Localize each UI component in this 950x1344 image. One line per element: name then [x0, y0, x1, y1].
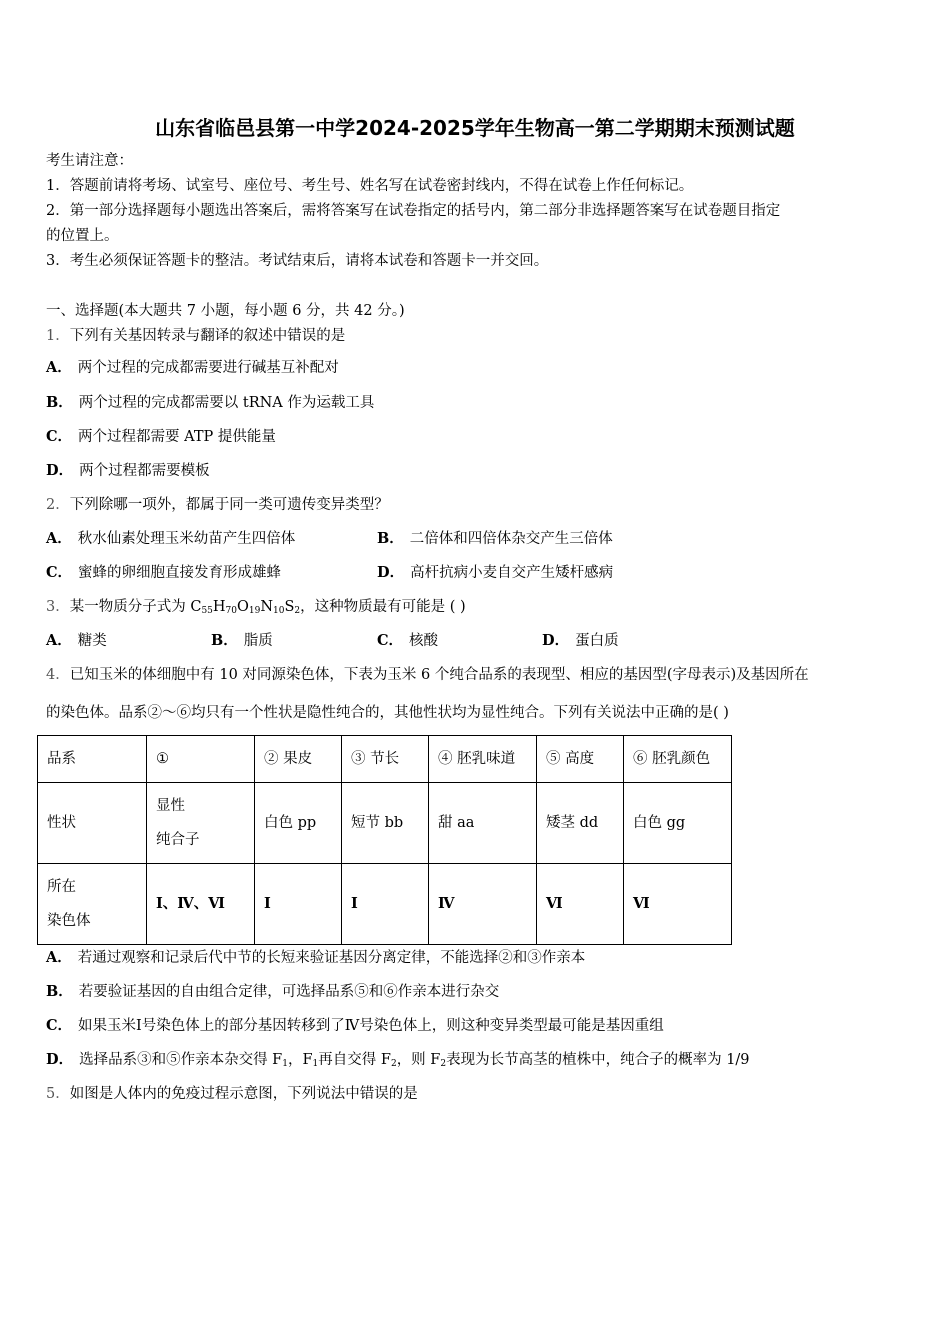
- table-cell: Ⅰ: [342, 864, 429, 945]
- table-cell: 品系: [38, 736, 147, 783]
- table-row: [38, 736, 732, 783]
- table-cell: 显性 纯合子: [147, 783, 255, 864]
- table-cell: Ⅰ: [255, 864, 342, 945]
- question-4-line2: 的染色体。品系②～⑥均只有一个性状是隐性纯合的，其他性状均为显性纯合。下列有关说法中正确的是( ): [46, 705, 729, 721]
- table-cell: ⑥ 胚乳颜色: [624, 736, 732, 783]
- table-cell: 性状: [38, 783, 147, 864]
- table-cell: Ⅵ: [537, 864, 624, 945]
- notice-item-2-cont: 的位置上。: [46, 228, 119, 244]
- page-title: 山东省临邑县第一中学2024-2025学年生物高一第二学期期末预测试题: [155, 116, 795, 140]
- q4-option-b[interactable]: B． 若要验证基因的自由组合定律，可选择品系⑤和⑥作亲本进行杂交: [46, 983, 500, 1000]
- genotype-table: [37, 735, 732, 945]
- q3-option-b[interactable]: B． 脂质: [211, 632, 273, 649]
- question-5: [46, 1084, 418, 1104]
- table-cell: 甜 aa: [429, 783, 537, 864]
- table-cell: ⑤ 高度: [537, 736, 624, 783]
- question-number: 2．: [46, 497, 70, 513]
- table-cell: 矮茎 dd: [537, 783, 624, 864]
- q2-option-d[interactable]: D． 高杆抗病小麦自交产生矮杆感病: [377, 564, 614, 581]
- q1-option-c[interactable]: C． 两个过程都需要 ATP 提供能量: [46, 428, 276, 445]
- q4-option-d[interactable]: D． 选择品系③和⑤作亲本杂交得 $F_1$，$F_1$再自交得 $F_2$，则 $F_2$表现为长节高茎的植株中，纯合子的概率为 1/9: [46, 1051, 750, 1069]
- q3-option-a[interactable]: A． 糖类: [46, 632, 107, 649]
- section-heading: 一、选择题(本大题共 7 小题，每小题 6 分，共 42 分。): [46, 303, 405, 319]
- q1-option-b[interactable]: B． 两个过程的完成都需要以 tRNA 作为运载工具: [46, 394, 375, 411]
- question-3: 3．某一物质分子式为 $C_{55}H_{70}O_{19}N_{10}S_2$，这种物质最有可能是 ( ): [46, 599, 466, 616]
- q2-option-a[interactable]: A． 秋水仙素处理玉米幼苗产生四倍体: [46, 530, 296, 547]
- table-cell: ④ 胚乳味道: [429, 736, 537, 783]
- notice-heading: 考生请注意：: [46, 153, 133, 169]
- table-row: [38, 864, 732, 945]
- question-1: [46, 326, 345, 346]
- table-cell: ② 果皮: [255, 736, 342, 783]
- question-stem-line1: 已知玉米的体细胞中有 10 对同源染色体，下表为玉米 6 个纯合品系的表现型、相应的基因型(字母表示)及基因所在: [69, 667, 809, 683]
- q1-option-a[interactable]: A． 两个过程的完成都需要进行碱基互补配对: [46, 359, 339, 376]
- q4-option-c[interactable]: C． 如果玉米Ⅰ号染色体上的部分基因转移到了Ⅳ号染色体上，则这种变异类型最可能是基因重组: [46, 1017, 664, 1034]
- question-number: 1．: [46, 328, 70, 344]
- q2-option-b[interactable]: B． 二倍体和四倍体杂交产生三倍体: [377, 530, 613, 547]
- q4-option-a[interactable]: A． 若通过观察和记录后代中节的长短来验证基因分离定律，不能选择②和③作亲本: [46, 949, 586, 966]
- table-cell: ③ 节长: [342, 736, 429, 783]
- table-cell: Ⅵ: [624, 864, 732, 945]
- question-4: [46, 665, 809, 685]
- table-cell: 白色 gg: [624, 783, 732, 864]
- q2-option-c[interactable]: C． 蜜蜂的卵细胞直接发育形成雄蜂: [46, 564, 282, 581]
- table-cell: ①: [147, 736, 255, 783]
- table-cell: 短节 bb: [342, 783, 429, 864]
- table-cell: 白色 pp: [255, 783, 342, 864]
- table-cell: 所在 染色体: [38, 864, 147, 945]
- table-cell: Ⅰ、Ⅳ、Ⅵ: [147, 864, 255, 945]
- question-number: 4．: [46, 667, 70, 683]
- table-cell: Ⅳ: [429, 864, 537, 945]
- q3-option-d[interactable]: D． 蛋白质: [542, 632, 619, 649]
- question-number: 3．: [46, 599, 70, 615]
- notice-item-1: 1．答题前请将考场、试室号、座位号、考生号、姓名写在试卷密封线内，不得在试卷上作任何标记。: [46, 178, 694, 194]
- question-number: 5．: [46, 1086, 70, 1102]
- question-2: [46, 495, 389, 515]
- question-stem: 下列除哪一项外，都属于同一类可遗传变异类型？: [69, 497, 389, 513]
- q3-option-c[interactable]: C． 核酸: [377, 632, 439, 649]
- notice-item-2: 2．第一部分选择题每小题选出答案后，需将答案写在试卷指定的括号内，第二部分非选择题答案写在试卷题目指定: [46, 203, 781, 219]
- notice-item-3: 3．考生必须保证答题卡的整洁。考试结束后，请将本试卷和答题卡一并交回。: [46, 253, 549, 269]
- q1-option-d[interactable]: D． 两个过程都需要模板: [46, 462, 210, 479]
- question-stem: 下列有关基因转录与翻译的叙述中错误的是: [69, 328, 346, 344]
- table-row: [38, 783, 732, 864]
- question-stem: 如图是人体内的免疫过程示意图，下列说法中错误的是: [69, 1086, 418, 1102]
